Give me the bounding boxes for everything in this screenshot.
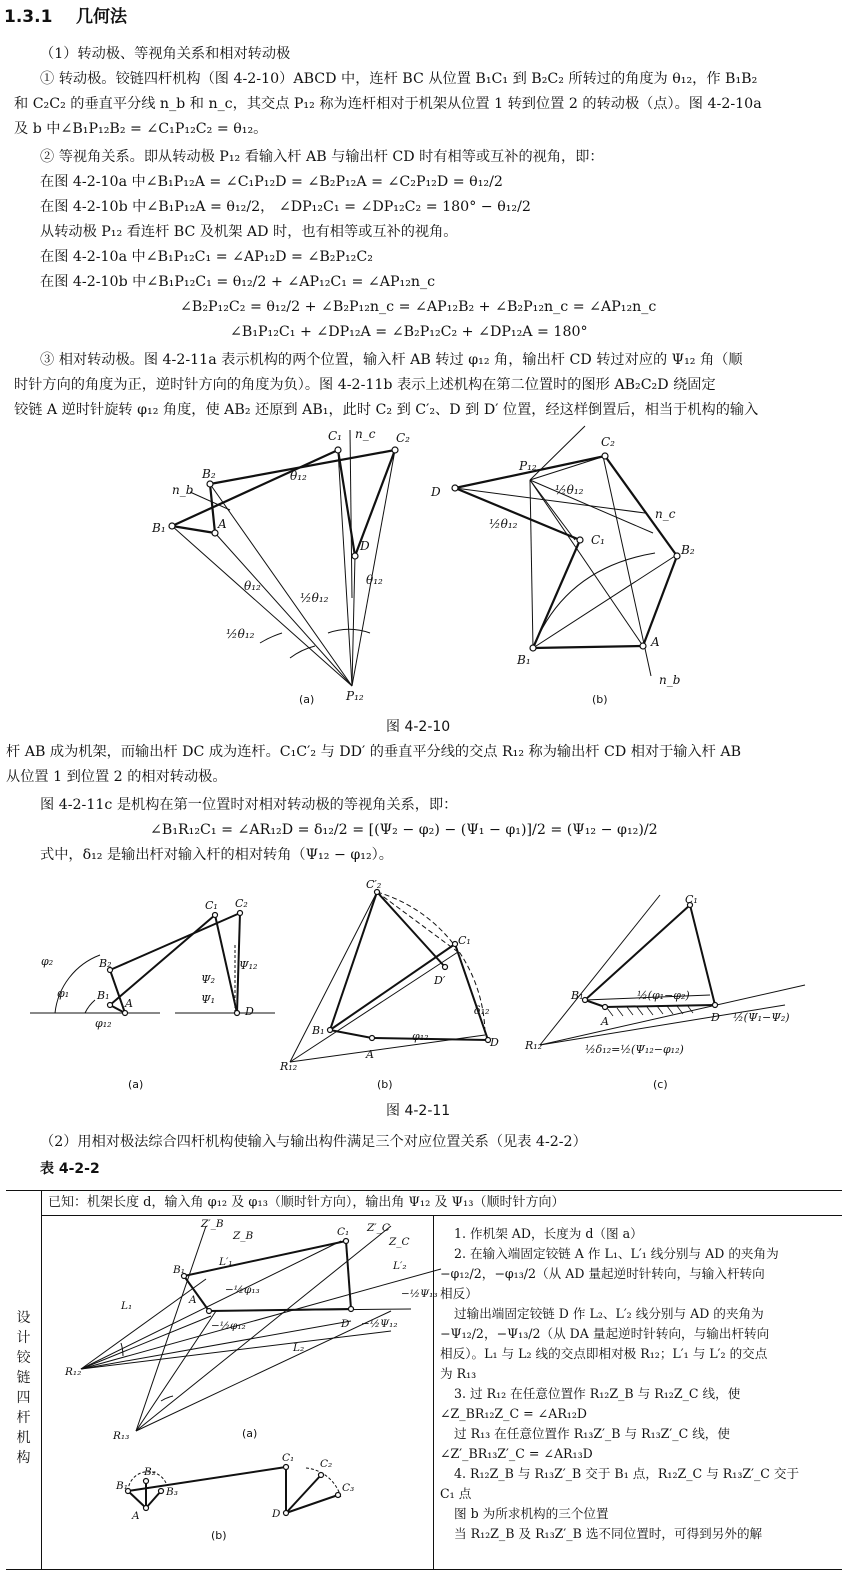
tfa-label: −½φ₁₃ (225, 1284, 260, 1296)
side-char: 构 (16, 1450, 31, 1466)
para-line: 和 C₂C₂ 的垂直平分线 n_b 和 n_c，其交点 P₁₂ 称为连杆相对于机架从位置 1 转到位置 2 的转动极（点）。图 4-2-10a (14, 96, 762, 112)
tfa-label: B₁ (173, 1264, 185, 1276)
figure-4-2-11a (25, 885, 285, 1035)
table-figure-b (106, 1453, 376, 1533)
tfa-label: R₁₃ (113, 1430, 130, 1442)
para-line: ∠B₁R₁₂C₁ = ∠AR₁₂D = δ₁₂/2 = [(Ψ₂ − φ₂) − (Ψ₁ − φ₁)]/2 = (Ψ₁₂ − φ₁₂)/2 (150, 822, 658, 838)
fig10b-label: n_b (659, 673, 681, 687)
fig10-caption: 图 4-2-10 (386, 719, 451, 735)
fig11b-label: C₁ (458, 934, 471, 947)
fig10a-label: θ₁₂ (290, 469, 307, 483)
para-line: ③ 相对转动极。图 4-2-11a 表示机构的两个位置，输入杆 AB 转过 φ₁₂ 角，输出杆 CD 转过对应的 Ψ₁₂ 角（顺 (40, 352, 743, 368)
step-line: 图 b 为所求机构的三个位置 (454, 1506, 609, 1521)
fig11c-label: C₁ (685, 893, 698, 906)
fig11b-label: R₁₂ (280, 1060, 298, 1073)
step-line: 2. 在输入端固定铰链 A 作 L₁、L′₁ 线分别与 AD 的夹角为 (454, 1246, 779, 1261)
fig11c-label: A (601, 1015, 609, 1028)
fig10a-label: ½θ₁₂ (226, 627, 255, 641)
side-char: 杆 (16, 1410, 31, 1426)
step-line: 相反）。L₁ 与 L₂ 线的交点即相对极 R₁₂；L′₁ 与 L′₂ 的交点 (440, 1346, 768, 1361)
step-line: 当 R₁₂Z_B 及 R₁₃Z′_B 选不同位置时，可得到另外的解 (454, 1526, 763, 1541)
fig11a-label: φ₁ (57, 987, 70, 1000)
step-line: 3. 过 R₁₂ 在任意位置作 R₁₂Z_B 与 R₁₂Z_C 线，使 (454, 1386, 741, 1401)
para-line: ① 转动极。铰链四杆机构（图 4-2-10）ABCD 中，连杆 BC 从位置 B₁C₁ 到 B₂C₂ 所转过的角度为 θ₁₂，作 B₁B₂ (40, 71, 758, 87)
para-line: （2）用相对极法综合四杆机构使输入与输出构件满足三个对应位置关系（见表 4-2-2） (40, 1134, 587, 1150)
fig10b-label: C₁ (591, 533, 605, 547)
step-line: −Ψ₁₂/2，−Ψ₁₃/2（从 DA 量起逆时针转向，与输出杆转向 (440, 1326, 770, 1341)
fig10b-label: C₂ (601, 435, 615, 449)
tfa-label: L′₁ (219, 1256, 233, 1268)
table-figure-a (61, 1218, 438, 1446)
tfa-label: −½Ψ₁₂ (361, 1318, 398, 1330)
fig11b-label: δ₁₂ (474, 1004, 490, 1017)
table-4-2-2 (6, 1190, 842, 1570)
fig11b-label: D′ (434, 974, 446, 987)
tfa-label: −½φ₁₂ (211, 1320, 246, 1332)
fig11b-label: D (490, 1036, 499, 1049)
step-line: ∠Z′_BR₁₃Z′_C = ∠AR₁₃D (440, 1446, 593, 1461)
table-fig-b-sublabel: (b) (211, 1529, 227, 1542)
fig11b-label: C′₂ (366, 878, 382, 891)
fig11b-label: A (366, 1048, 374, 1061)
tfa-label: D (341, 1318, 350, 1330)
section-number: 1.3.1 (4, 7, 53, 27)
para-line: 图 4-2-11c 是机构在第一位置时对相对转动极的等视角关系，即： (40, 797, 458, 813)
step-line: ∠Z_BR₁₂Z_C = ∠AR₁₂D (440, 1406, 587, 1421)
step-line: 4. R₁₂Z_B 与 R₁₃Z′_B 交于 B₁ 点，R₁₂Z_C 与 R₁₃Z′_C 交于 (454, 1466, 800, 1481)
fig10b-label: A (651, 635, 660, 649)
figure-4-2-11b (280, 872, 510, 1072)
side-char: 计 (16, 1330, 31, 1346)
figure-4-2-11c (525, 895, 825, 1065)
para-line: 在图 4-2-10a 中∠B₁P₁₂C₁ = ∠AP₁₂D = ∠B₂P₁₂C₂ (40, 249, 373, 265)
fig11c-sublabel: (c) (653, 1078, 668, 1091)
step-line: 过 R₁₃ 在任意位置作 R₁₃Z′_B 与 R₁₃Z′_C 线，使 (454, 1426, 730, 1441)
fig10a-label: A (218, 517, 227, 531)
fig10a-label: ½θ₁₂ (300, 591, 329, 605)
para-line: （1）转动极、等视角关系和相对转动极 (40, 46, 291, 62)
fig11b-label: φ₁₂ (412, 1030, 429, 1043)
fig10b-label: B₁ (517, 653, 531, 667)
side-char: 铰 (16, 1350, 31, 1366)
fig11a-label: φ₂ (41, 955, 54, 968)
fig10a-label: θ₁₂ (366, 573, 383, 587)
fig10b-label: ½θ₁₂ (489, 517, 518, 531)
fig10a-label: θ₁₂ (244, 579, 261, 593)
para-line: 在图 4-2-10b 中∠B₁P₁₂C₁ = θ₁₂/2 + ∠AP₁₂C₁ = ∠AP₁₂n_c (40, 274, 436, 290)
step-line: 1. 作机架 AD，长度为 d（图 a） (454, 1226, 643, 1241)
para-line: 在图 4-2-10a 中∠B₁P₁₂A = ∠C₁P₁₂D = ∠B₂P₁₂A = ∠C₂P₁₂D = θ₁₂/2 (40, 174, 503, 190)
fig10b-label: D (431, 485, 441, 499)
table-label: 表 4-2-2 (40, 1161, 100, 1177)
fig11a-label: D (245, 1005, 254, 1018)
fig10a-label: C₂ (396, 431, 410, 445)
figure-4-2-10b (425, 418, 705, 708)
table-header: 已知：机架长度 d，输入角 φ₁₂ 及 φ₁₃（顺时针方向），输出角 Ψ₁₂ 及 Ψ₁₃（顺时针方向） (48, 1195, 565, 1210)
tfa-label: A (189, 1294, 197, 1306)
tfb-label: C₃ (342, 1482, 355, 1494)
fig11a-label: B₁ (97, 989, 110, 1002)
para-line: 从转动极 P₁₂ 看连杆 BC 及机架 AD 时，也有相等或互补的视角。 (40, 224, 458, 240)
para-line: 杆 AB 成为机架，而输出杆 DC 成为连杆。C₁C′₂ 与 DD′ 的垂直平分线的交点 R₁₂ 称为输出杆 CD 相对于输入杆 AB (6, 744, 742, 760)
tfa-label: C₁ (337, 1226, 350, 1238)
fig11a-label: B₂ (99, 957, 112, 970)
tfb-label: C₂ (320, 1458, 333, 1470)
fig11c-label: ½(Ψ₁−Ψ₂) (733, 1011, 790, 1024)
side-char: 四 (16, 1390, 31, 1406)
fig10a-label: n_c (355, 427, 376, 441)
fig11c-label: ½δ₁₂=½(Ψ₁₂−φ₁₂) (585, 1043, 684, 1056)
fig11a-label: φ₁₂ (95, 1017, 112, 1030)
tfb-label: B₃ (166, 1486, 178, 1498)
fig11a-label: A (125, 997, 133, 1010)
tfa-label: R₁₂ (65, 1366, 82, 1378)
fig10a-label: n_b (172, 483, 194, 497)
tfa-label: −½Ψ₁₃ (401, 1288, 438, 1300)
step-line: 相反） (440, 1286, 478, 1301)
table-fig-a-sublabel: (a) (242, 1427, 258, 1440)
step-line: 过输出端固定铰链 D 作 L₂、L′₂ 线分别与 AD 的夹角为 (454, 1306, 764, 1321)
para-line: 铰链 A 逆时针旋转 φ₁₂ 角度，使 AB₂ 还原到 AB₁，此时 C₂ 到 C′₂、D 到 D′ 位置，经这样倒置后，相当于机构的输入 (14, 402, 759, 418)
para-line: 时针方向的角度为正，逆时针方向的角度为负）。图 4-2-11b 表示上述机构在第二位置时的图形 AB₂C₂D 绕固定 (14, 377, 716, 393)
tfa-label: Z′_C (367, 1222, 390, 1234)
para-line: 及 b 中∠B₁P₁₂B₂ = ∠C₁P₁₂C₂ = θ₁₂。 (14, 121, 268, 137)
tfb-label: B₁ (116, 1480, 128, 1492)
fig11b-label: B₁ (312, 1024, 325, 1037)
para-line: 从位置 1 到位置 2 的相对转动极。 (6, 769, 227, 785)
fig10a-label: D (360, 539, 370, 553)
fig10a-label: B₁ (152, 521, 166, 535)
tfa-label: L₂ (293, 1342, 305, 1354)
para-line: 式中，δ₁₂ 是输出杆对输入杆的相对转角（Ψ₁₂ − φ₁₂）。 (40, 847, 393, 863)
fig11c-label: R₁₂ (525, 1039, 543, 1052)
side-char: 链 (16, 1370, 31, 1386)
fig10a-label: B₂ (202, 467, 216, 481)
fig10b-sublabel: (b) (592, 693, 608, 706)
tfa-label: Z_B (233, 1230, 254, 1242)
fig10b-label: n_c (655, 507, 676, 521)
side-char: 机 (16, 1430, 31, 1446)
fig10a-label: P₁₂ (346, 689, 364, 703)
fig11a-label: Ψ₁₂ (239, 959, 258, 972)
fig11a-label: C₁ (205, 899, 218, 912)
side-char: 设 (16, 1310, 31, 1326)
tfb-label: A (132, 1510, 140, 1522)
para-line: ∠B₂P₁₂C₂ = θ₁₂/2 + ∠B₂P₁₂n_c = ∠AP₁₂B₂ + ∠B₂P₁₂n_c = ∠AP₁₂n_c (180, 299, 657, 315)
tfa-label: Z_C (389, 1236, 410, 1248)
fig11b-sublabel: (b) (377, 1078, 393, 1091)
step-line: C₁ 点 (440, 1486, 472, 1501)
step-line: −φ₁₂/2，−φ₁₃/2（从 AD 量起逆时针转向，与输入杆转向 (440, 1266, 765, 1281)
step-line: 为 R₁₃ (440, 1366, 477, 1381)
tfb-label: B₂ (144, 1466, 156, 1478)
figure-4-2-10a (140, 418, 430, 718)
fig11a-sublabel: (a) (128, 1078, 144, 1091)
tfa-label: L₁ (121, 1300, 133, 1312)
fig10b-label: B₂ (681, 543, 695, 557)
tfb-label: D (272, 1508, 281, 1520)
fig10a-label: C₁ (328, 429, 342, 443)
tfa-label: Z′_B (201, 1218, 224, 1230)
fig10b-label: P₁₂ (519, 459, 537, 473)
fig11a-label: Ψ₁ (201, 993, 216, 1006)
fig11c-label: B₁ (571, 989, 584, 1002)
fig11c-label: D (711, 1011, 720, 1024)
fig11a-label: C₂ (235, 897, 248, 910)
section-title: 几何法 (76, 7, 127, 27)
para-line: ② 等视角关系。即从转动极 P₁₂ 看输入杆 AB 与输出杆 CD 时有相等或互补的视角，即： (40, 149, 604, 165)
para-line: 在图 4-2-10b 中∠B₁P₁₂A = θ₁₂/2， ∠DP₁₂C₁ = ∠DP₁₂C₂ = 180° − θ₁₂/2 (40, 199, 531, 215)
fig10a-sublabel: (a) (299, 693, 315, 706)
fig11a-label: Ψ₂ (201, 973, 216, 986)
fig10b-label: ½θ₁₂ (555, 483, 584, 497)
fig11-caption: 图 4-2-11 (386, 1103, 451, 1119)
tfa-label: L′₂ (393, 1260, 407, 1272)
para-line: ∠B₁P₁₂C₁ + ∠DP₁₂A = ∠B₂P₁₂C₂ + ∠DP₁₂A = 180° (230, 324, 588, 340)
tfb-label: C₁ (282, 1452, 295, 1464)
fig11c-label: ½(φ₁−φ₂) (637, 989, 690, 1002)
